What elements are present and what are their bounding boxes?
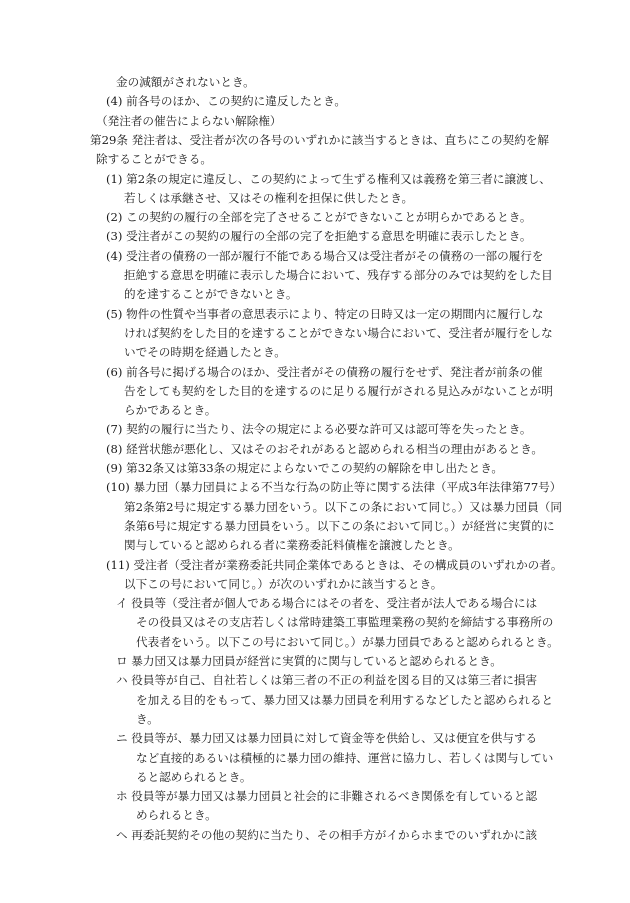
text-line: ヘ 再委託契約その他の契約に当たり、その相手方がイからホまでのいずれかに該 [116,827,538,842]
text-line: (6) 前各号に掲げる場合のほか、受注者がその債務の履行をせず、発注者が前条の催 [106,364,543,379]
text-line: ハ 役員等が自己、自社若しくは第三者の不正の利益を図る目的又は第三者に損害 [116,673,538,688]
text-line: き。 [136,711,159,726]
text-line: (1) 第2条の規定に違反し、この契約によって生ずる権利又は義務を第三者に譲渡し、 [106,171,551,186]
text-line: (4) 前各号のほか、この契約に違反したとき。 [106,94,346,109]
text-line: (7) 契約の履行に当たり、法令の規定による必要な許可又は認可等を失ったとき。 [106,422,532,437]
text-line: ニ 役員等が、暴力団又は暴力団員に対して資金等を供給し、又は便宜を供与する [116,731,538,746]
text-line: いでその時期を経過したとき。 [124,345,286,360]
text-line: イ 役員等（受注者が個人である場合にはその者を、受注者が法人である場合には [116,596,538,611]
text-line: (2) この契約の履行の全部を完了させることができないことが明らかであるとき。 [106,210,532,225]
text-line: 除することができる。 [96,152,212,167]
text-line: （発注者の催告によらない解除権） [96,113,282,128]
text-line: ホ 役員等が暴力団又は暴力団員と社会的に非難されるべき関係を有していると認 [116,789,538,804]
text-line: 告をしても契約をした目的を達するのに足りる履行がされる見込みがないことが明 [124,383,553,398]
text-line: (5) 物件の性質や当事者の意思表示により、特定の日時又は一定の期間内に履行しな [106,306,544,321]
text-line: (3) 受注者がこの契約の履行の全部の完了を拒絶する意思を明確に表示したとき。 [106,229,532,244]
text-line: 第29条 発注者は、受注者が次の各号のいずれかに該当するときは、直ちにこの契約を解 [90,132,550,147]
text-line: (10) 暴力団（暴力団員による不当な行為の防止等に関する法律（平成3年法律第77号） [106,480,562,495]
text-line: らかであるとき。 [124,403,217,418]
text-line: 拒絶する意思を明確に表示した場合において、残存する部分のみでは契約をした目 [124,268,553,282]
text-line: 関与していると認められる者に業務委託料債権を譲渡したとき。 [124,538,460,553]
text-line: 的を達することができないとき。 [124,287,298,302]
text-line: 若しくは承継させ、又はその権利を担保に供したとき。 [124,190,414,205]
text-line: (11) 受注者（受注者が業務委託共同企業体であるときは、その構成員のいずれかの者。 [106,557,563,572]
text-line: 以下この号において同じ。）が次のいずれかに該当するとき。 [124,576,443,591]
text-line: められるとき。 [136,808,217,823]
text-line: ロ 暴力団又は暴力団員が経営に実質的に関与していると認められるとき。 [116,654,502,668]
text-line: ると認められるとき。 [136,769,252,784]
text-line: ければ契約をした目的を達することができない場合において、受注者が履行をしな [124,325,553,340]
text-line: 第2条第2号に規定する暴力団をいう。以下この条において同じ。）又は暴力団員（同 [124,499,562,514]
text-line: 代表者をいう。以下この号において同じ。）が暴力団員であると認められるとき。 [136,634,559,649]
text-line: (8) 経営状態が悪化し、又はそのおそれがあると認められる相当の理由があるとき。 [106,441,544,456]
text-line: を加える目的をもって、暴力団又は暴力団員を利用するなどしたと認められると [136,692,554,707]
text-line: など直接的あるいは積極的に暴力団の維持、運営に協力し、若しくは関与してい [136,750,554,765]
text-line: その役員又はその支店若しくは常時建築工事監理業務の契約を締結する事務所の [136,615,554,630]
text-line: (9) 第32条又は第33条の規定によらないでこの契約の解除を申し出たとき。 [106,461,503,475]
text-line: 金の減額がされないとき。 [116,75,255,89]
text-line: 条第6号に規定する暴力団員をいう。以下この条において同じ。）が経営に実質的に [124,518,555,533]
text-line: (4) 受注者の債務の一部が履行不能である場合又は受注者がその債務の一部の履行を [106,248,544,263]
